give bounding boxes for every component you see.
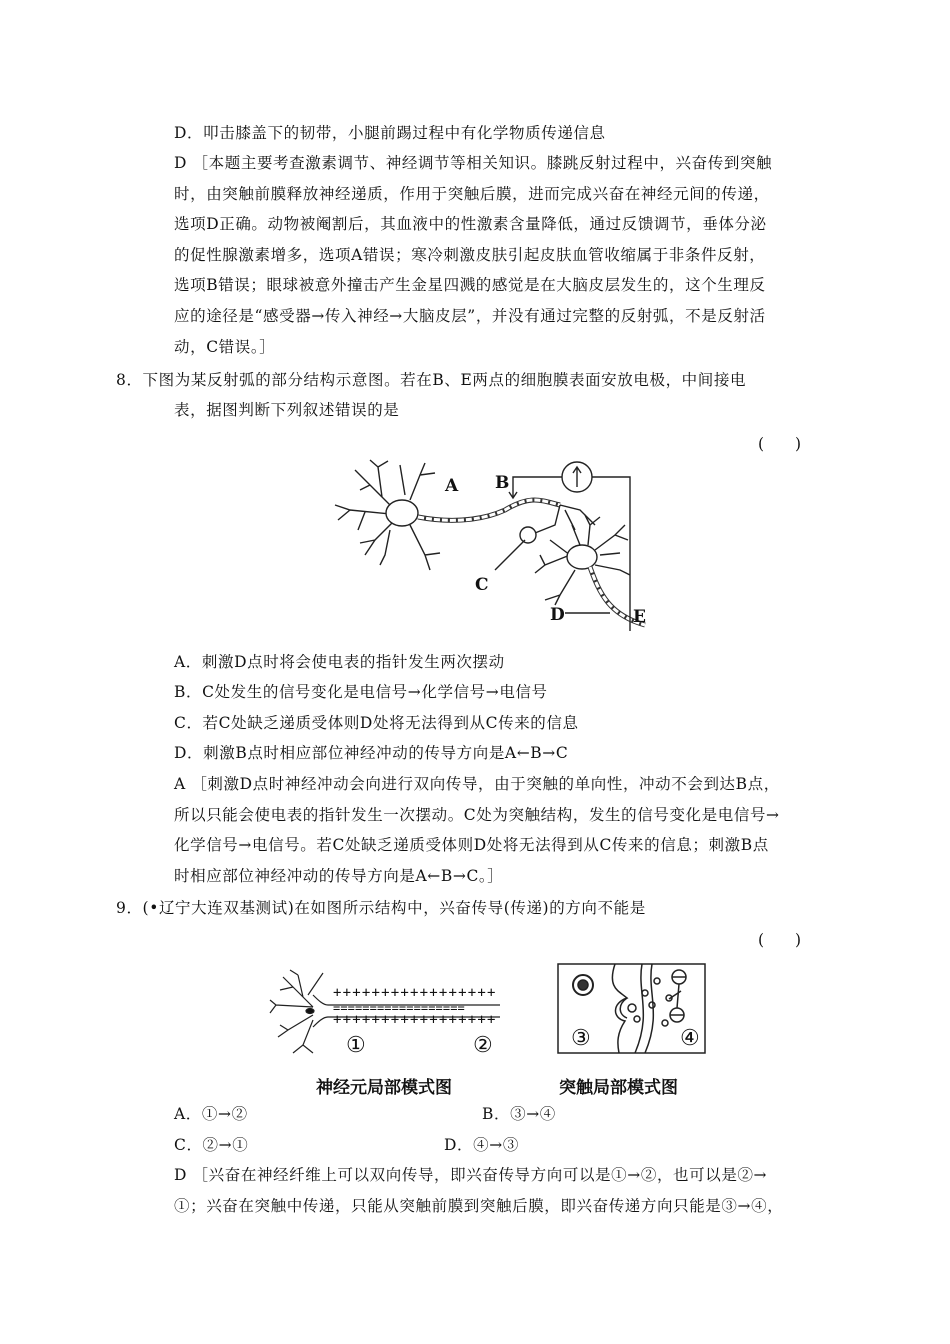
q8-stem: 8．下图为某反射弧的部分结构示意图。若在B、E两点的细胞膜表面安放电极，中间接电 [116,371,747,389]
q7-answer-line: 时，由突触前膜释放神经递质，作用于突触后膜，进而完成兴奋在神经元间的传递， [174,185,770,203]
label-1: ① [346,1033,367,1058]
q8-answer-line: A ［刺激D点时神经冲动会向进行双向传导，由于突触的单向性，冲动不会到达B点， [174,775,780,793]
q8-answer-blank: ( ) [758,435,802,453]
q9-stem: 9．(•辽宁大连双基测试)在如图所示结构中，兴奋传导(传递)的方向不能是 [116,899,646,917]
q7-answer-line: 的促性腺激素增多，选项A错误；寒冷刺激皮肤引起皮肤血管收缩属于非条件反射， [174,246,766,264]
label-d: D [550,605,565,625]
q8-answer-line: 所以只能会使电表的指针发生一次摆动。C处为突触结构，发生的信号变化是电信号→ [174,806,780,824]
minus-charge-row: ================== [333,1001,465,1015]
reflex-arc-figure [330,455,660,635]
label-e: E [633,607,646,627]
caption-neuron: 神经元局部模式图 [316,1078,452,1098]
q7-answer-line: 选项D正确。动物被阉割后，其血液中的性激素含量降低，通过反馈调节，垂体分泌 [174,215,767,233]
plus-charge-row: +++++++++++++++++ [333,1012,497,1028]
q9-option-c: C．②→① [174,1136,249,1154]
label-a: A [445,476,459,496]
q7-answer-line: 选项B错误；眼球被意外撞击产生金星四溅的感觉是在大脑皮层发生的，这个生理反 [174,276,766,294]
q9-option-a: A．①→② [174,1105,248,1123]
label-4: ④ [680,1026,701,1051]
q8-answer-line: 时相应部位神经冲动的传导方向是A←B→C。］ [174,867,504,885]
q7-answer-line: 应的途径是“感受器→传入神经→大脑皮层”，并没有通过完整的反射弧，不是反射活 [174,307,766,325]
q9-answer-blank: ( ) [758,931,802,949]
q9-option-d: D．④→③ [444,1136,519,1154]
q9-option-b: B．③→④ [482,1105,556,1123]
q8-option-b: B．C处发生的信号变化是电信号→化学信号→电信号 [174,683,548,701]
q9-answer-line: D ［兴奋在神经纤维上可以双向传导，即兴奋传导方向可以是①→②，也可以是②→ [174,1166,768,1184]
label-b: B [495,473,510,493]
caption-synapse: 突触局部模式图 [559,1078,678,1098]
label-2: ② [473,1033,494,1058]
label-3: ③ [571,1026,592,1051]
q8-option-a: A．刺激D点时将会使电表的指针发生两次摆动 [174,653,505,671]
q8-option-c: C．若C处缺乏递质受体则D处将无法得到从C传来的信息 [174,714,579,732]
label-c: C [475,575,489,595]
q8-option-d: D．刺激B点时相应部位神经冲动的传导方向是A←B→C [174,744,569,762]
q8-answer-line: 化学信号→电信号。若C处缺乏递质受体则D处将无法得到从C传来的信息；刺激B点 [174,836,769,854]
plus-charge-row: +++++++++++++++++ [333,985,497,1001]
q8-stem: 表，据图判断下列叙述错误的是 [174,401,400,419]
q9-answer-line: ①；兴奋在突触中传递，只能从突触前膜到突触后膜，即兴奋传递方向只能是③→④， [174,1197,784,1215]
q7-option-d: D．叩击膝盖下的韧带，小腿前踢过程中有化学物质传递信息 [174,124,606,142]
q7-answer-line: D ［本题主要考查激素调节、神经调节等相关知识。膝跳反射过程中，兴奋传到突触 [174,154,773,172]
q7-answer-line: 动，C错误。］ [174,338,276,356]
